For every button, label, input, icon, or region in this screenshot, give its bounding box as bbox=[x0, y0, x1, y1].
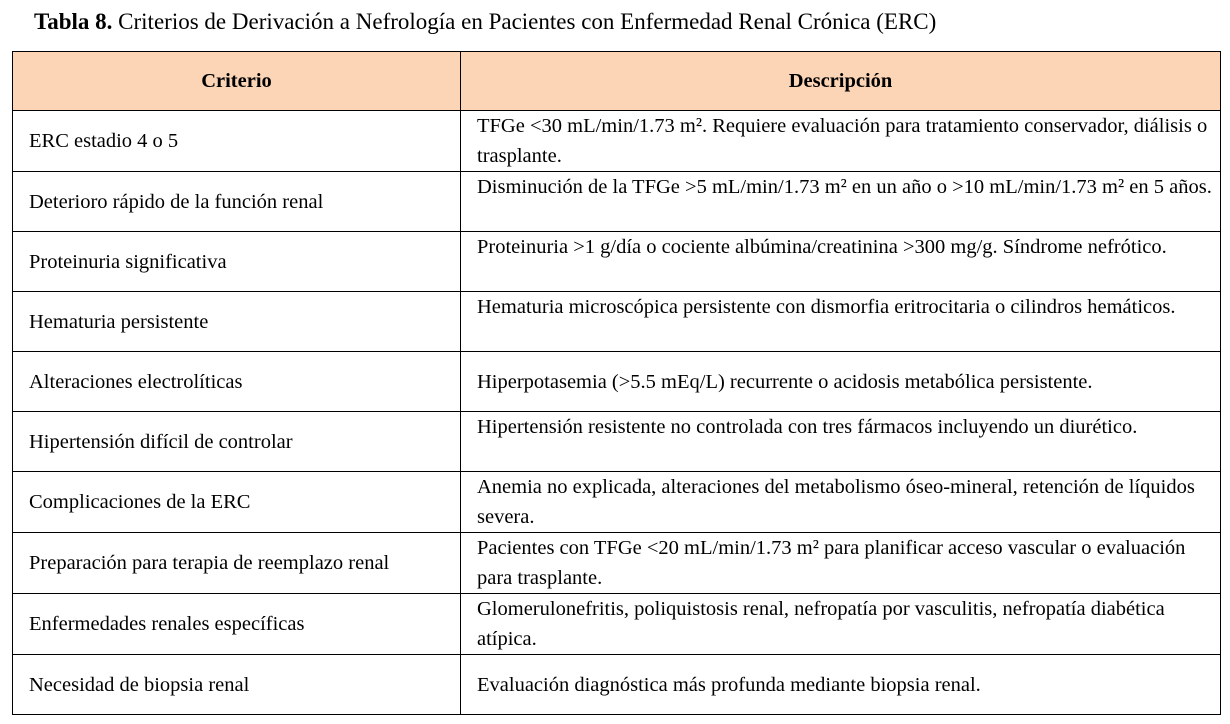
descripcion-cell: Hipertensión resistente no controlada con tres fármacos incluyendo un diurético. bbox=[461, 412, 1221, 472]
criterio-cell: Complicaciones de la ERC bbox=[13, 472, 461, 533]
descripcion-cell: Proteinuria >1 g/día o cociente albúmina/creatinina >300 mg/g. Síndrome nefrótico. bbox=[461, 232, 1221, 292]
criterio-cell: Necesidad de biopsia renal bbox=[13, 655, 461, 715]
criterio-cell: Hematuria persistente bbox=[13, 292, 461, 352]
caption-text: Criterios de Derivación a Nefrología en Pacientes con Enfermedad Renal Crónica (ERC) bbox=[112, 9, 937, 34]
column-header-descripcion: Descripción bbox=[461, 52, 1221, 111]
criterio-cell: ERC estadio 4 o 5 bbox=[13, 111, 461, 172]
column-header-criterio: Criterio bbox=[13, 52, 461, 111]
table-row bbox=[13, 472, 1221, 533]
table-row bbox=[13, 232, 1221, 292]
table-header-row bbox=[13, 52, 1221, 111]
table-row bbox=[13, 655, 1221, 715]
caption-label: Tabla 8. bbox=[34, 9, 113, 34]
descripcion-cell: Pacientes con TFGe <20 mL/min/1.73 m² para planificar acceso vascular o evaluación para trasplante. bbox=[461, 533, 1221, 594]
descripcion-cell: Hematuria microscópica persistente con dismorfia eritrocitaria o cilindros hemáticos. bbox=[461, 292, 1221, 352]
table-row bbox=[13, 352, 1221, 412]
table-row bbox=[13, 533, 1221, 594]
descripcion-cell: Disminución de la TFGe >5 mL/min/1.73 m² en un año o >10 mL/min/1.73 m² en 5 años. bbox=[461, 172, 1221, 232]
criterio-cell: Alteraciones electrolíticas bbox=[13, 352, 461, 412]
table-row bbox=[13, 292, 1221, 352]
table-row bbox=[13, 172, 1221, 232]
table-row bbox=[13, 412, 1221, 472]
referral-criteria-table bbox=[12, 51, 1221, 715]
descripcion-cell: Hiperpotasemia (>5.5 mEq/L) recurrente o acidosis metabólica persistente. bbox=[461, 352, 1221, 412]
descripcion-cell: TFGe <30 mL/min/1.73 m². Requiere evaluación para tratamiento conservador, diálisis o trasplante. bbox=[461, 111, 1221, 172]
criterio-cell: Enfermedades renales específicas bbox=[13, 594, 461, 655]
descripcion-cell: Evaluación diagnóstica más profunda mediante biopsia renal. bbox=[461, 655, 1221, 715]
criterio-cell: Proteinuria significativa bbox=[13, 232, 461, 292]
descripcion-cell: Glomerulonefritis, poliquistosis renal, nefropatía por vasculitis, nefropatía diabética atípica. bbox=[461, 594, 1221, 655]
table-row bbox=[13, 594, 1221, 655]
criterio-cell: Preparación para terapia de reemplazo renal bbox=[13, 533, 461, 594]
descripcion-cell: Anemia no explicada, alteraciones del metabolismo óseo-mineral, retención de líquidos severa. bbox=[461, 472, 1221, 533]
criterio-cell: Hipertensión difícil de controlar bbox=[13, 412, 461, 472]
table-row bbox=[13, 111, 1221, 172]
table-caption bbox=[34, 6, 936, 38]
criterio-cell: Deterioro rápido de la función renal bbox=[13, 172, 461, 232]
